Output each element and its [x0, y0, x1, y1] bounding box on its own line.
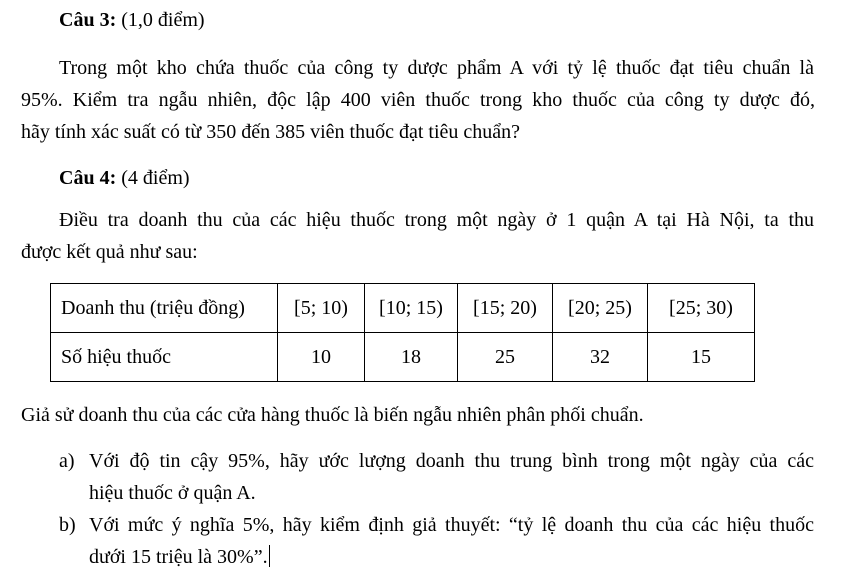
frequency-table [50, 283, 755, 382]
q3-label: Câu 3: [59, 9, 117, 31]
table-row-revenue [51, 284, 755, 333]
text-cursor [269, 545, 270, 567]
interval-cell: [20; 25) [553, 284, 648, 333]
q4-heading [59, 166, 190, 190]
q3-points: (1,0 điểm) [121, 9, 205, 31]
count-cell: 18 [365, 333, 458, 382]
q4-assumption: Giả sử doanh thu của các cửa hàng thuốc là biến ngẫu nhiên phân phối chuẩn. [21, 404, 644, 426]
count-cell: 25 [458, 333, 553, 382]
q3-line-1: Trong một kho chứa thuốc của công ty dược phẩm A với tỷ lệ thuốc đạt tiêu chuẩn là [59, 57, 814, 79]
part-a-line-2: hiệu thuốc ở quận A. [89, 482, 256, 504]
q3-line-3: hãy tính xác suất có từ 350 đến 385 viên thuốc đạt tiêu chuẩn? [21, 121, 521, 143]
row-header-revenue: Doanh thu (triệu đồng) [51, 284, 278, 333]
interval-cell: [5; 10) [278, 284, 365, 333]
part-b-line-2-wrap [89, 545, 270, 569]
q4-line-1: Điều tra doanh thu của các hiệu thuốc trong một ngày ở 1 quận A tại Hà Nội, ta thu [59, 209, 814, 231]
part-b-line-2: dưới 15 triệu là 30%”. [89, 546, 268, 568]
q3-line-2: 95%. Kiểm tra ngẫu nhiên, độc lập 400 viên thuốc trong kho thuốc của công ty dược đó, [21, 89, 815, 111]
part-b-marker: b) [59, 514, 76, 536]
part-b-line-1: Với mức ý nghĩa 5%, hãy kiểm định giả thuyết: “tỷ lệ doanh thu của các hiệu thuốc [89, 514, 814, 536]
count-cell: 32 [553, 333, 648, 382]
part-a-line-1: Với độ tin cậy 95%, hãy ước lượng doanh thu trung bình trong một ngày của các [89, 450, 814, 472]
part-a-marker: a) [59, 450, 75, 472]
row-header-count: Số hiệu thuốc [51, 333, 278, 382]
table-row-count [51, 333, 755, 382]
interval-cell: [10; 15) [365, 284, 458, 333]
interval-cell: [25; 30) [648, 284, 755, 333]
count-cell: 15 [648, 333, 755, 382]
q3-heading [59, 8, 205, 32]
interval-cell: [15; 20) [458, 284, 553, 333]
count-cell: 10 [278, 333, 365, 382]
q4-points: (4 điểm) [121, 167, 190, 189]
q4-label: Câu 4: [59, 167, 117, 189]
q4-line-2: được kết quả như sau: [21, 241, 198, 263]
